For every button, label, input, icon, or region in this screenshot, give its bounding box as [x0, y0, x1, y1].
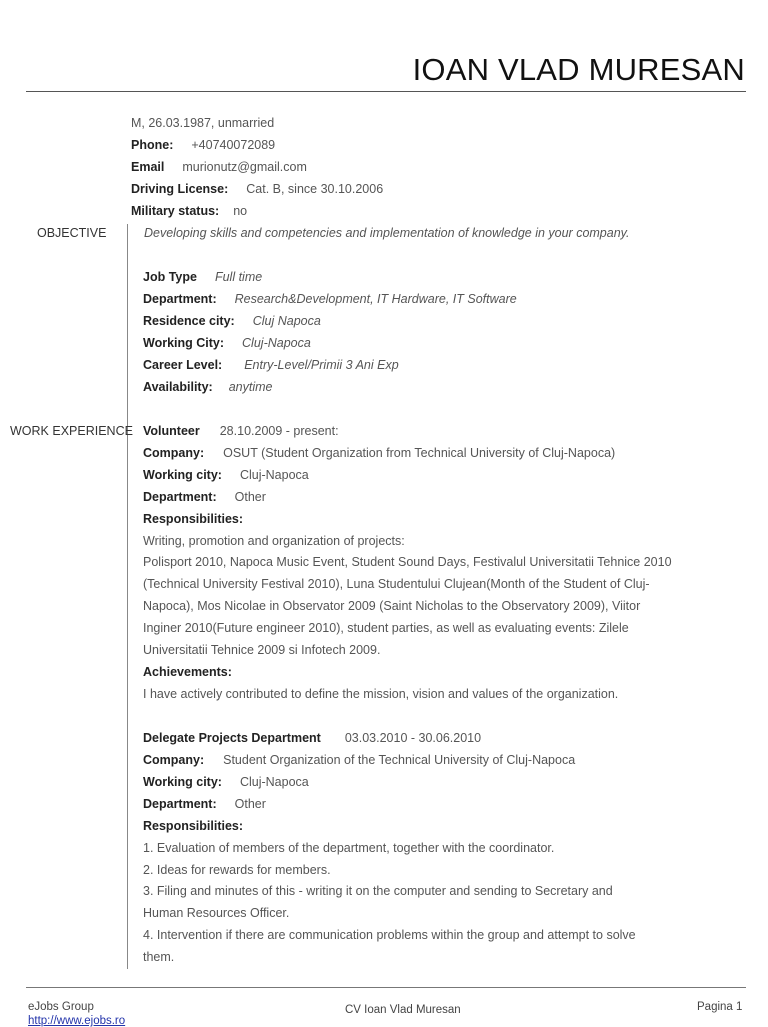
- work-experience-section-label: WORK EXPERIENCE: [10, 424, 133, 438]
- job-1-achievements-label: Achievements:: [143, 665, 232, 679]
- military-label: Military status:: [131, 204, 220, 218]
- email-label: Email: [131, 160, 165, 174]
- career-level-label: Career Level:: [143, 358, 223, 372]
- job-2-header: [143, 731, 481, 745]
- department-label: Department:: [143, 292, 217, 306]
- footer-company: eJobs Group: [28, 1001, 94, 1013]
- working-city-value: Cluj-Napoca: [242, 336, 311, 350]
- objective-section-label: OBJECTIVE: [37, 226, 107, 240]
- job-1-title: Volunteer: [143, 424, 200, 438]
- driving-row: [131, 182, 383, 196]
- job-2-dept: Other: [234, 797, 266, 811]
- footer-divider: [26, 987, 746, 988]
- job-type-label: Job Type: [143, 270, 197, 284]
- job-1-dept-label: Department:: [143, 490, 217, 504]
- objective-text: Developing skills and competencies and implementation of knowledge in your company.: [144, 226, 630, 240]
- job-2-city-row: [143, 775, 309, 789]
- job-2-company-label: Company:: [143, 753, 205, 767]
- job-2-city: Cluj-Napoca: [239, 775, 309, 789]
- job-1-responsibilities-label: Responsibilities:: [143, 512, 244, 526]
- availability-value: anytime: [228, 380, 273, 394]
- job-1-company-row: [143, 446, 615, 460]
- job-type-value: Full time: [214, 270, 263, 284]
- career-level-row: [143, 358, 399, 372]
- driving-value: Cat. B, since 30.10.2006: [246, 182, 384, 196]
- driving-label: Driving License:: [131, 182, 229, 196]
- availability-label: Availability:: [143, 380, 213, 394]
- footer-page-number: Pagina 1: [697, 1001, 743, 1013]
- job-type-row: [143, 270, 262, 284]
- military-row: [131, 204, 247, 218]
- residence-value: Cluj Napoca: [252, 314, 321, 328]
- job-1-company: OSUT (Student Organization from Technical University of Cluj-Napoca): [223, 446, 616, 460]
- job-2-city-label: Working city:: [143, 775, 222, 789]
- job-2-dept-label: Department:: [143, 797, 217, 811]
- phone-label: Phone:: [131, 138, 174, 152]
- career-level-value: Entry-Level/Primii 3 Ani Exp: [244, 358, 399, 372]
- footer-link[interactable]: http://www.ejobs.ro: [28, 1015, 126, 1027]
- job-1-city-label: Working city:: [143, 468, 222, 482]
- job-2-responsibility-2: 2. Ideas for rewards for members.: [143, 863, 331, 877]
- email-row: [131, 160, 307, 174]
- job-1-city: Cluj-Napoca: [239, 468, 309, 482]
- job-2-company: Student Organization of the Technical University of Cluj-Napoca: [223, 753, 576, 767]
- working-city-label: Working City:: [143, 336, 225, 350]
- phone-value: +40740072089: [191, 138, 276, 152]
- job-1-header: [143, 424, 339, 438]
- cv-name-title: IOAN VLAD MURESAN: [412, 52, 745, 87]
- military-value: no: [233, 204, 248, 218]
- section-vertical-rule: [127, 224, 128, 969]
- department-value: Research&Development, IT Hardware, IT Software: [234, 292, 517, 306]
- header-divider: [26, 91, 746, 92]
- job-2-responsibility-3: 3. Filing and minutes of this - writing it on the computer and sending to Secretary and Human Resources Officer.: [143, 884, 613, 920]
- job-2-period: 03.03.2010 - 30.06.2010: [344, 731, 482, 745]
- email-value: murionutz@gmail.com: [182, 160, 307, 174]
- job-2-responsibility-1: 1. Evaluation of members of the department, together with the coordinator.: [143, 841, 555, 855]
- job-2-dept-row: [143, 797, 266, 811]
- job-2-company-row: [143, 753, 575, 767]
- job-1-company-label: Company:: [143, 446, 205, 460]
- footer-document-title: CV Ioan Vlad Muresan: [345, 1004, 461, 1016]
- department-row: [143, 292, 517, 306]
- job-1-responsibility-details: Polisport 2010, Napoca Music Event, Student Sound Days, Festivalul Universitatii Tehnice 2010 (Technical University Festival 2010), Luna Studentului Clujean(Month of the Student of Cluj-Napoca), Mos Nicolae in Observator 2009 (Saint Nicholas to the Observatory 2009), Viitor Inginer 2010(Future engineer 2010), student parties, as well as evaluating events: Zilele Universitatii Tehnice 2009 si Infotech 2009.: [143, 555, 672, 657]
- phone-row: [131, 138, 275, 152]
- job-1-responsibility-intro: Writing, promotion and organization of projects:: [143, 534, 405, 548]
- job-1-dept-row: [143, 490, 266, 504]
- personal-summary: M, 26.03.1987, unmarried: [131, 116, 275, 130]
- job-1-city-row: [143, 468, 309, 482]
- job-2-responsibility-4: 4. Intervention if there are communication problems within the group and attempt to solve them.: [143, 928, 636, 964]
- job-1-achievements: I have actively contributed to define the mission, vision and values of the organization.: [143, 687, 619, 701]
- job-1-dept: Other: [234, 490, 266, 504]
- residence-row: [143, 314, 321, 328]
- job-2-responsibilities-label: Responsibilities:: [143, 819, 244, 833]
- working-city-row: [143, 336, 311, 350]
- availability-row: [143, 380, 272, 394]
- job-1-period: 28.10.2009 - present:: [219, 424, 339, 438]
- job-2-title: Delegate Projects Department: [143, 731, 321, 745]
- residence-label: Residence city:: [143, 314, 235, 328]
